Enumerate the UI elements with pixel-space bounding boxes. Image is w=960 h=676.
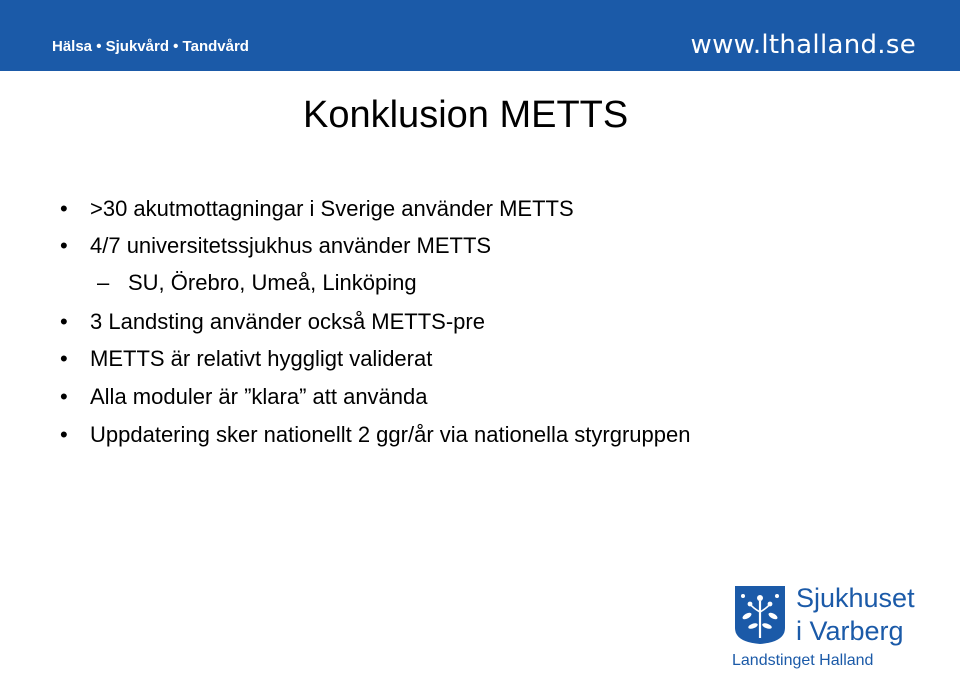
- bullet-marker: •: [60, 196, 68, 221]
- bullet-item: >30 akutmottagningar i Sverige använder METTS: [90, 196, 574, 221]
- bullet-item: 3 Landsting använder också METTS-pre: [90, 309, 485, 334]
- header-tagline: Hälsa • Sjukvård • Tandvård: [52, 38, 249, 55]
- hospital-logo: [731, 580, 931, 676]
- logo-organization: Landstinget Halland: [732, 652, 874, 669]
- bullet-item: 4/7 universitetssjukhus använder METTS: [90, 233, 492, 258]
- bullet-item: METTS är relativt hyggligt validerat: [90, 346, 433, 371]
- slide-title: Konklusion METTS: [303, 94, 629, 136]
- bullet-item: Uppdatering sker nationellt 2 ggr/år via nationella styrgruppen: [90, 422, 691, 447]
- flower-emblem-icon: [731, 584, 789, 646]
- bullet-marker: •: [60, 309, 68, 334]
- logo-line-1: Sjukhuset: [796, 583, 915, 613]
- sub-bullet-item: SU, Örebro, Umeå, Linköping: [128, 270, 417, 295]
- website-link[interactable]: www.lthalland.se: [690, 30, 916, 60]
- bullet-marker: •: [60, 384, 68, 409]
- sub-bullet-marker: –: [97, 270, 110, 295]
- bullet-marker: •: [60, 346, 68, 371]
- logo-line-2: i Varberg: [796, 616, 904, 646]
- bullet-item: Alla moduler är ”klara” att använda: [90, 384, 428, 409]
- bullet-marker: •: [60, 233, 68, 258]
- bullet-marker: •: [60, 422, 68, 447]
